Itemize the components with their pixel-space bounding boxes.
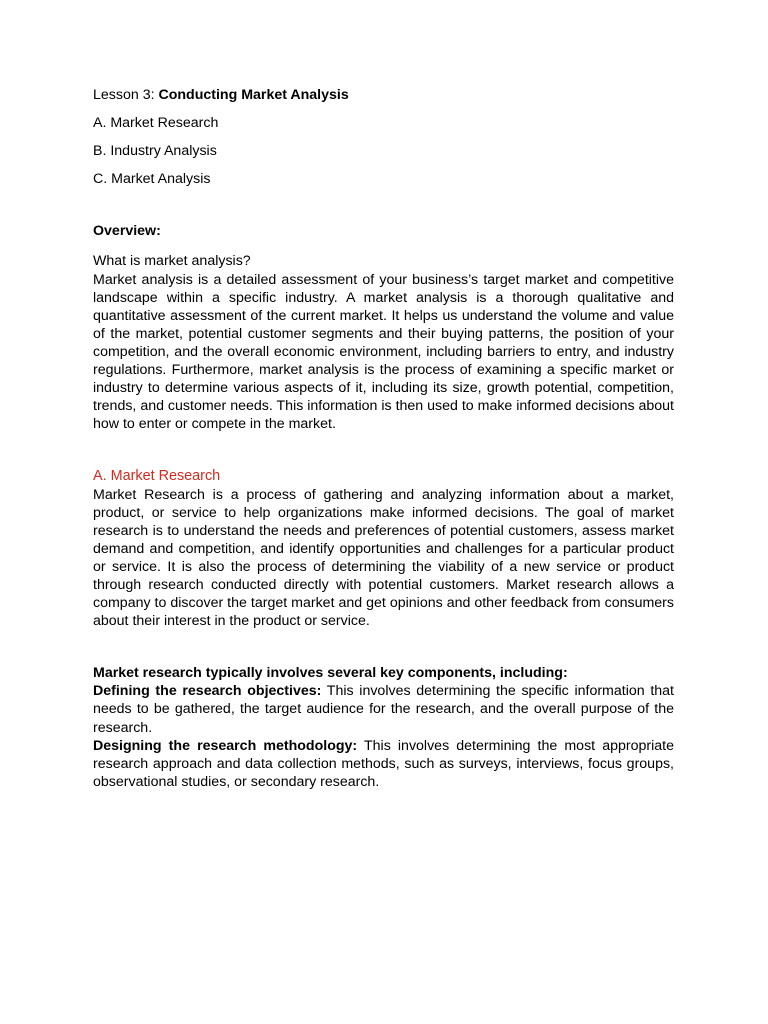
components-intro: Market research typically involves several key components, including: (93, 665, 568, 682)
toc-item-market-research: A. Market Research (93, 115, 219, 132)
lesson-prefix: Lesson 3: (93, 87, 159, 103)
document-page (93, 86, 674, 791)
overview-body: Market analysis is a detailed assessment of your business’s target market and competitive landscape within a specific industry. A market analysis is a thorough qualitative and quantitative assessment of the current market. It helps us understand the volume and value of the market, potential customer segments and their buying patterns, the position of your competition, and the overall economic environment, including barriers to entry, and industry regulations. Furthermore, market analysis is the process of examining a specific market or industry to determine various aspects of it, including its size, growth potential, competition, trends, and customer needs. This information is then used to make informed decisions about how to enter or compete in the market. (93, 271, 674, 433)
toc-item-industry-analysis: B. Industry Analysis (93, 143, 217, 160)
component-text: This involves determining the specific information that needs to be gathered, the target audience for the research, and the overall purpose of the research. (93, 683, 674, 736)
component-text: This involves determining the most appropriate research approach and data collection methods, such as surveys, interviews, focus groups, observational studies, or secondary research. (93, 737, 674, 790)
lesson-heading (93, 86, 674, 104)
toc-item-market-analysis: C. Market Analysis (93, 171, 211, 188)
overview-question: What is market analysis? (93, 253, 251, 270)
market-research-body: Market Research is a process of gathering and analyzing information about a market, product, or service to help organizations make informed decisions. The goal of market research is to understand the needs and preferences of potential customers, assess market demand and competition, and identify opportunities and challenges for a particular product or service. It is also the process of determining the viability of a new service or product through research conducted directly with potential customers. Market research allows a company to discover the target market and get opinions and other feedback from consumers about their interest in the product or service. (93, 486, 674, 630)
component-defining-objectives (93, 682, 674, 736)
component-term: Defining the research objectives: (93, 683, 322, 700)
component-term: Designing the research methodology: (93, 737, 358, 754)
market-research-heading: A. Market Research (93, 468, 221, 485)
lesson-title: Conducting Market Analysis (158, 87, 349, 103)
component-designing-methodology (93, 737, 674, 791)
overview-heading: Overview: (93, 223, 161, 240)
